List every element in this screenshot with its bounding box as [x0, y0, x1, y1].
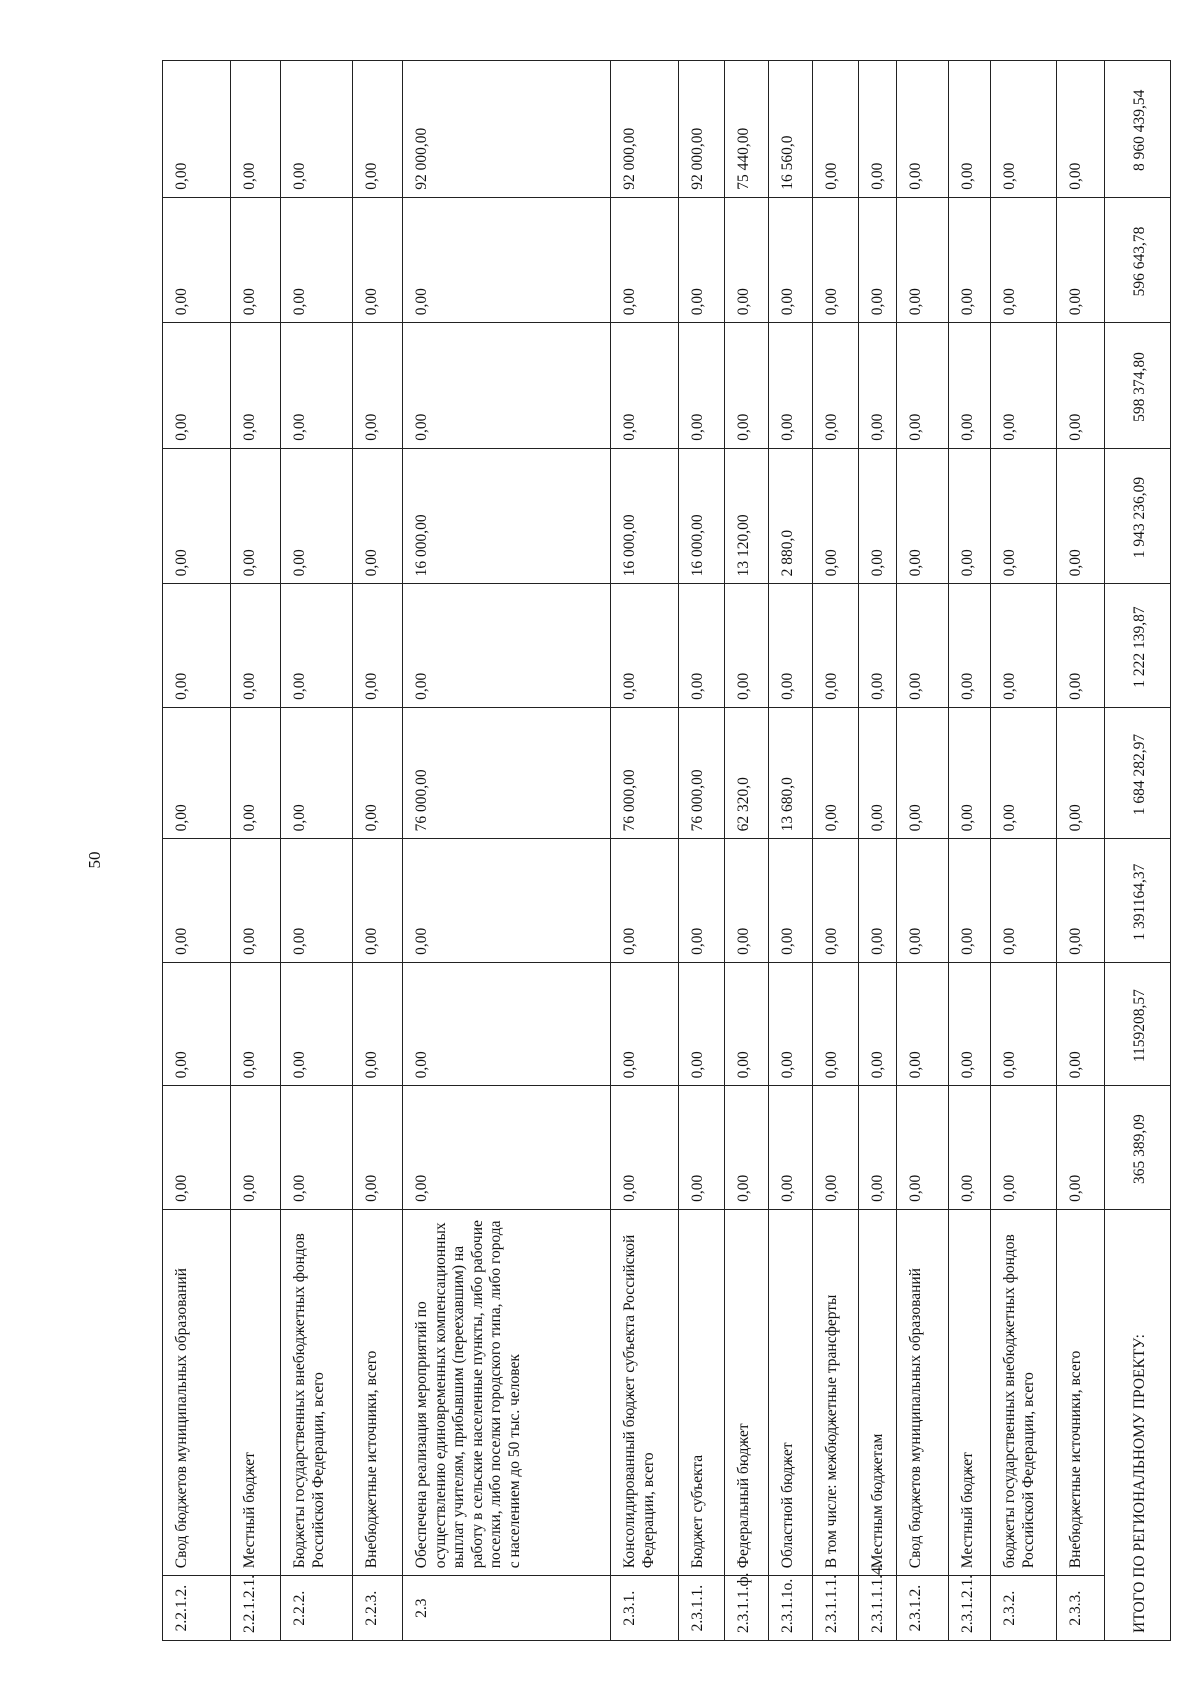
row-value: 0,00 — [897, 1086, 949, 1209]
table-row — [725, 61, 769, 1641]
table-row — [679, 61, 725, 1641]
row-code: 2.3.3. — [1057, 1576, 1105, 1641]
row-name: Консолидированный бюджет субъекта Российской Федерации, всего — [611, 1209, 679, 1575]
table-row — [281, 61, 353, 1641]
row-value: 16 000,00 — [403, 448, 611, 584]
row-value: 0,00 — [725, 323, 769, 449]
row-value: 0,00 — [991, 584, 1057, 707]
row-value: 0,00 — [949, 962, 991, 1085]
row-value: 0,00 — [611, 962, 679, 1085]
total-value: 1 391164,37 — [1105, 839, 1171, 962]
row-value: 0,00 — [1057, 839, 1105, 962]
row-code: 2.3 — [403, 1576, 611, 1641]
budget-table-rotated — [162, 60, 1170, 1641]
row-name: В том числе: межбюджетные трансферты — [813, 1209, 859, 1575]
row-value: 0,00 — [281, 584, 353, 707]
row-value: 0,00 — [949, 707, 991, 839]
row-value: 0,00 — [813, 197, 859, 323]
row-value: 0,00 — [769, 197, 813, 323]
row-value: 0,00 — [1057, 448, 1105, 584]
row-value: 92 000,00 — [611, 61, 679, 198]
row-code: 2.3.1.2. — [897, 1576, 949, 1641]
row-value: 0,00 — [281, 197, 353, 323]
total-value: 598 374,80 — [1105, 323, 1171, 449]
row-value: 0,00 — [679, 584, 725, 707]
row-value: 0,00 — [163, 323, 231, 449]
row-value: 0,00 — [163, 61, 231, 198]
row-value: 0,00 — [403, 839, 611, 962]
row-value: 0,00 — [725, 1086, 769, 1209]
row-value: 0,00 — [813, 1086, 859, 1209]
table-body — [163, 61, 1171, 1641]
row-code: 2.2.1.2. — [163, 1576, 231, 1641]
row-value: 0,00 — [281, 323, 353, 449]
row-value: 0,00 — [813, 962, 859, 1085]
row-value: 62 320,0 — [725, 707, 769, 839]
row-value: 0,00 — [859, 448, 897, 584]
row-value: 0,00 — [231, 707, 281, 839]
row-value: 0,00 — [949, 61, 991, 198]
row-value: 0,00 — [403, 584, 611, 707]
row-value: 0,00 — [231, 839, 281, 962]
row-value: 0,00 — [813, 448, 859, 584]
row-value: 0,00 — [1057, 962, 1105, 1085]
row-value: 0,00 — [725, 584, 769, 707]
row-value: 0,00 — [725, 197, 769, 323]
row-value: 0,00 — [1057, 1086, 1105, 1209]
row-value: 0,00 — [281, 61, 353, 198]
row-value: 0,00 — [403, 1086, 611, 1209]
row-value: 76 000,00 — [679, 707, 725, 839]
row-code: 2.2.3. — [353, 1576, 403, 1641]
row-value: 0,00 — [163, 707, 231, 839]
row-value: 0,00 — [281, 839, 353, 962]
row-value: 0,00 — [353, 323, 403, 449]
total-value: 1 943 236,09 — [1105, 448, 1171, 584]
row-value: 0,00 — [897, 707, 949, 839]
row-value: 0,00 — [897, 839, 949, 962]
table-row — [991, 61, 1057, 1641]
row-name: бюджеты государственных внебюджетных фондов Российской Федерации, всего — [991, 1209, 1057, 1575]
row-name: Областной бюджет — [769, 1209, 813, 1575]
row-value: 0,00 — [897, 197, 949, 323]
row-value: 0,00 — [897, 962, 949, 1085]
table-row — [769, 61, 813, 1641]
table-row — [611, 61, 679, 1641]
row-value: 16 000,00 — [611, 448, 679, 584]
row-value: 0,00 — [859, 707, 897, 839]
row-value: 0,00 — [353, 61, 403, 198]
row-value: 0,00 — [949, 584, 991, 707]
row-value: 92 000,00 — [679, 61, 725, 198]
row-value: 0,00 — [163, 448, 231, 584]
row-value: 0,00 — [679, 197, 725, 323]
row-value: 0,00 — [353, 962, 403, 1085]
row-value: 0,00 — [281, 962, 353, 1085]
row-value: 0,00 — [813, 839, 859, 962]
table-row — [897, 61, 949, 1641]
row-value: 0,00 — [281, 707, 353, 839]
row-value: 0,00 — [897, 323, 949, 449]
total-value: 1 684 282,97 — [1105, 707, 1171, 839]
row-value: 0,00 — [231, 448, 281, 584]
row-value: 0,00 — [769, 323, 813, 449]
row-value: 0,00 — [991, 448, 1057, 584]
row-value: 0,00 — [949, 323, 991, 449]
row-value: 0,00 — [897, 61, 949, 198]
table-row — [1057, 61, 1105, 1641]
row-value: 0,00 — [163, 584, 231, 707]
row-value: 0,00 — [769, 1086, 813, 1209]
row-value: 0,00 — [859, 962, 897, 1085]
row-value: 0,00 — [813, 323, 859, 449]
row-value: 0,00 — [163, 839, 231, 962]
page-number: 50 — [85, 851, 104, 869]
row-value: 13 120,00 — [725, 448, 769, 584]
total-value: 8 960 439,54 — [1105, 61, 1171, 198]
row-value: 0,00 — [725, 962, 769, 1085]
row-value: 0,00 — [897, 448, 949, 584]
row-value: 0,00 — [1057, 61, 1105, 198]
row-value: 2 880,0 — [769, 448, 813, 584]
row-value: 0,00 — [679, 839, 725, 962]
table-row — [403, 61, 611, 1641]
total-row — [1105, 61, 1171, 1641]
row-name: Внебюджетные источники, всего — [353, 1209, 403, 1575]
row-value: 0,00 — [991, 323, 1057, 449]
row-value: 0,00 — [813, 61, 859, 198]
row-code: 2.3.1.1.1.4. — [859, 1576, 897, 1641]
row-code: 2.3.1.2.1. — [949, 1576, 991, 1641]
row-value: 0,00 — [1057, 707, 1105, 839]
total-value: 596 643,78 — [1105, 197, 1171, 323]
table-row — [949, 61, 991, 1641]
row-value: 0,00 — [1057, 197, 1105, 323]
row-name: Бюджет субъекта — [679, 1209, 725, 1575]
row-name: Местным бюджетам — [859, 1209, 897, 1575]
row-value: 0,00 — [611, 584, 679, 707]
row-code: 2.3.1.1о. — [769, 1576, 813, 1641]
row-value: 92 000,00 — [403, 61, 611, 198]
row-value: 76 000,00 — [611, 707, 679, 839]
row-value: 76 000,00 — [403, 707, 611, 839]
row-value: 0,00 — [991, 1086, 1057, 1209]
row-code: 2.3.1.1. — [679, 1576, 725, 1641]
row-value: 0,00 — [403, 962, 611, 1085]
row-value: 0,00 — [281, 1086, 353, 1209]
row-name: Обеспечена реализация мероприятий по осуществлению единовременных компенсационных выплат учителям, прибывшим (переехавшим) на работу в сельские населенные пункты, либо рабочие поселки, либо поселки городского типа, либо города с населением до 50 тыс. человек — [403, 1209, 611, 1575]
row-code: 2.2.1.2.1. — [231, 1576, 281, 1641]
row-value: 0,00 — [353, 1086, 403, 1209]
table-row — [353, 61, 403, 1641]
row-value: 0,00 — [611, 197, 679, 323]
row-value: 13 680,0 — [769, 707, 813, 839]
row-value: 0,00 — [353, 839, 403, 962]
row-value: 0,00 — [353, 197, 403, 323]
row-value: 0,00 — [231, 584, 281, 707]
row-value: 0,00 — [859, 323, 897, 449]
row-value: 0,00 — [679, 962, 725, 1085]
row-value: 0,00 — [163, 962, 231, 1085]
row-value: 0,00 — [231, 962, 281, 1085]
total-label: ИТОГО ПО РЕГИОНАЛЬНОМУ ПРОЕКТУ: — [1105, 1209, 1171, 1640]
row-value: 0,00 — [353, 707, 403, 839]
row-value: 0,00 — [353, 584, 403, 707]
table-row — [231, 61, 281, 1641]
total-value: 1 222 139,87 — [1105, 584, 1171, 707]
row-value: 0,00 — [163, 197, 231, 323]
row-value: 0,00 — [769, 584, 813, 707]
row-value: 0,00 — [353, 448, 403, 584]
row-value: 0,00 — [231, 1086, 281, 1209]
row-value: 0,00 — [769, 839, 813, 962]
row-value: 0,00 — [1057, 584, 1105, 707]
row-value: 0,00 — [991, 707, 1057, 839]
row-name: Внебюджетные источники, всего — [1057, 1209, 1105, 1575]
row-value: 0,00 — [859, 61, 897, 198]
row-value: 0,00 — [231, 323, 281, 449]
row-code: 2.3.1.1.1. — [813, 1576, 859, 1641]
total-value: 1159208,57 — [1105, 962, 1171, 1085]
table-row — [859, 61, 897, 1641]
row-name: Федеральный бюджет — [725, 1209, 769, 1575]
row-value: 0,00 — [163, 1086, 231, 1209]
row-value: 0,00 — [991, 839, 1057, 962]
row-value: 16 560,0 — [769, 61, 813, 198]
row-value: 0,00 — [859, 839, 897, 962]
row-value: 0,00 — [611, 1086, 679, 1209]
row-code: 2.3.2. — [991, 1576, 1057, 1641]
row-name: Бюджеты государственных внебюджетных фондов Российской Федерации, всего — [281, 1209, 353, 1575]
table-row — [813, 61, 859, 1641]
row-value: 16 000,00 — [679, 448, 725, 584]
row-value: 0,00 — [403, 197, 611, 323]
row-value: 0,00 — [859, 584, 897, 707]
row-name: Свод бюджетов муниципальных образований — [897, 1209, 949, 1575]
row-name: Местный бюджет — [231, 1209, 281, 1575]
row-value: 0,00 — [769, 962, 813, 1085]
row-code: 2.3.1.1.ф. — [725, 1576, 769, 1641]
row-value: 0,00 — [949, 197, 991, 323]
total-value: 365 389,09 — [1105, 1086, 1171, 1209]
row-value: 0,00 — [813, 584, 859, 707]
row-value: 0,00 — [949, 1086, 991, 1209]
row-value: 0,00 — [231, 61, 281, 198]
row-value: 0,00 — [679, 323, 725, 449]
row-value: 0,00 — [949, 839, 991, 962]
row-value: 0,00 — [611, 839, 679, 962]
row-code: 2.2.2. — [281, 1576, 353, 1641]
row-value: 0,00 — [403, 323, 611, 449]
row-name: Местный бюджет — [949, 1209, 991, 1575]
row-code: 2.3.1. — [611, 1576, 679, 1641]
row-value: 0,00 — [859, 1086, 897, 1209]
row-value: 0,00 — [231, 197, 281, 323]
row-name: Свод бюджетов муниципальных образований — [163, 1209, 231, 1575]
row-value: 75 440,00 — [725, 61, 769, 198]
table-row — [163, 61, 231, 1641]
row-value: 0,00 — [991, 61, 1057, 198]
row-value: 0,00 — [725, 839, 769, 962]
row-value: 0,00 — [859, 197, 897, 323]
row-value: 0,00 — [991, 962, 1057, 1085]
row-value: 0,00 — [813, 707, 859, 839]
row-value: 0,00 — [1057, 323, 1105, 449]
row-value: 0,00 — [897, 584, 949, 707]
row-value: 0,00 — [281, 448, 353, 584]
row-value: 0,00 — [991, 197, 1057, 323]
budget-table — [162, 60, 1171, 1641]
row-value: 0,00 — [949, 448, 991, 584]
row-value: 0,00 — [679, 1086, 725, 1209]
row-value: 0,00 — [611, 323, 679, 449]
